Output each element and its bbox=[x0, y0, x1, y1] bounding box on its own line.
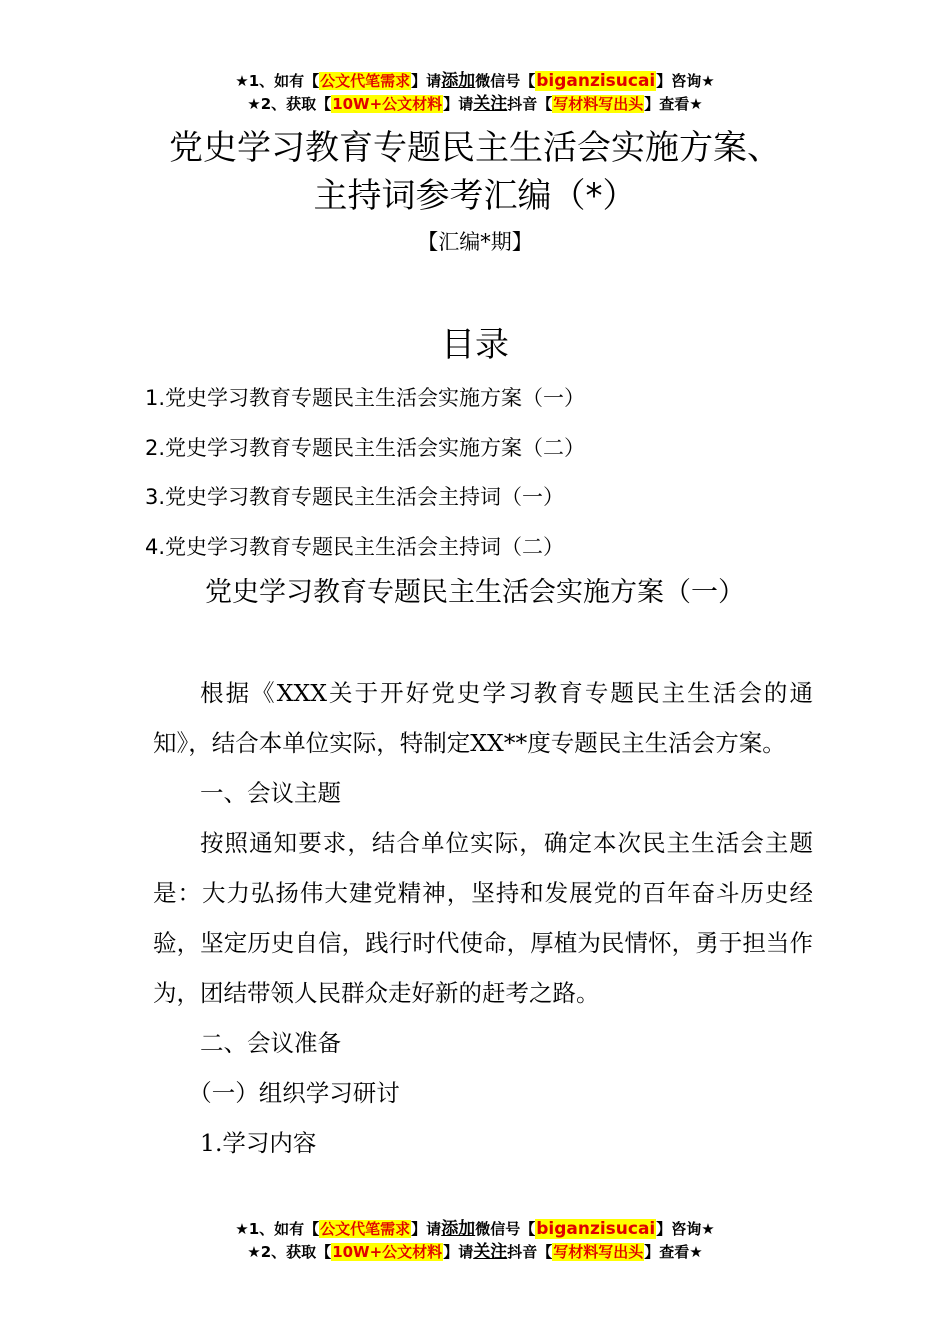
body-paragraph: 根据《XXX关于开好党史学习教育专题民主生活会的通知》，结合本单位实际，特制定XX**度专题民主生活会方案。 bbox=[153, 679, 813, 757]
footer-banner bbox=[0, 1218, 950, 1264]
body-heading: 一、会议主题 bbox=[200, 779, 341, 807]
document-title-line-2: 主持词参考汇编（*） bbox=[313, 176, 637, 216]
banner-highlight: 10W+公文材料 bbox=[332, 95, 443, 113]
body-heading: 二、会议准备 bbox=[200, 1029, 341, 1057]
banner-highlight: 写材料写出头 bbox=[553, 95, 644, 113]
banner-line-2: ★2、获取【10W+公文材料】请关注抖音【写材料写出头】查看★ bbox=[247, 94, 703, 114]
body-subheading: 1.学习内容 bbox=[200, 1129, 317, 1157]
toc-item[interactable]: 4.党史学习教育专题民主生活会主持词（二） bbox=[145, 534, 565, 559]
body-subheading: （一）组织学习研讨 bbox=[188, 1079, 400, 1107]
body-paragraph: 按照通知要求，结合单位实际，确定本次民主生活会主题是：大力弘扬伟大建党精神，坚持和发展党的百年奋斗历史经验，坚定历史自信，践行时代使命，厚植为民情怀，勇于担当作为，团结带领人民群众走好新的赶考之路。 bbox=[153, 829, 813, 1007]
toc-heading: 目录 bbox=[441, 325, 509, 365]
header-banner bbox=[0, 70, 950, 116]
document-body bbox=[153, 668, 813, 1168]
banner-line-1: ★1、如有【公文代笔需求】请添加微信号【biganzisucai】咨询★ bbox=[235, 1219, 715, 1239]
banner-highlight: 10W+公文材料 bbox=[332, 1243, 443, 1261]
banner-highlight: 公文代笔需求 bbox=[320, 1220, 411, 1238]
toc-item[interactable]: 2.党史学习教育专题民主生活会实施方案（二） bbox=[145, 435, 586, 460]
banner-highlight: 写材料写出头 bbox=[553, 1243, 644, 1261]
edition-label: 【汇编*期】 bbox=[417, 230, 533, 254]
table-of-contents bbox=[145, 374, 585, 572]
banner-highlight: biganzisucai bbox=[536, 1219, 656, 1239]
banner-highlight: 公文代笔需求 bbox=[320, 72, 411, 90]
banner-highlight: biganzisucai bbox=[536, 71, 656, 91]
banner-line-1: ★1、如有【公文代笔需求】请添加微信号【biganzisucai】咨询★ bbox=[235, 71, 715, 91]
toc-item[interactable]: 1.党史学习教育专题民主生活会实施方案（一） bbox=[145, 386, 586, 410]
document-title-line-1: 党史学习教育专题民主生活会实施方案、 bbox=[169, 128, 781, 168]
toc-item[interactable]: 3.党史学习教育专题民主生活会主持词（一） bbox=[145, 485, 565, 509]
banner-line-2: ★2、获取【10W+公文材料】请关注抖音【写材料写出头】查看★ bbox=[247, 1242, 703, 1262]
section-title: 党史学习教育专题民主生活会实施方案（一） bbox=[205, 577, 745, 608]
